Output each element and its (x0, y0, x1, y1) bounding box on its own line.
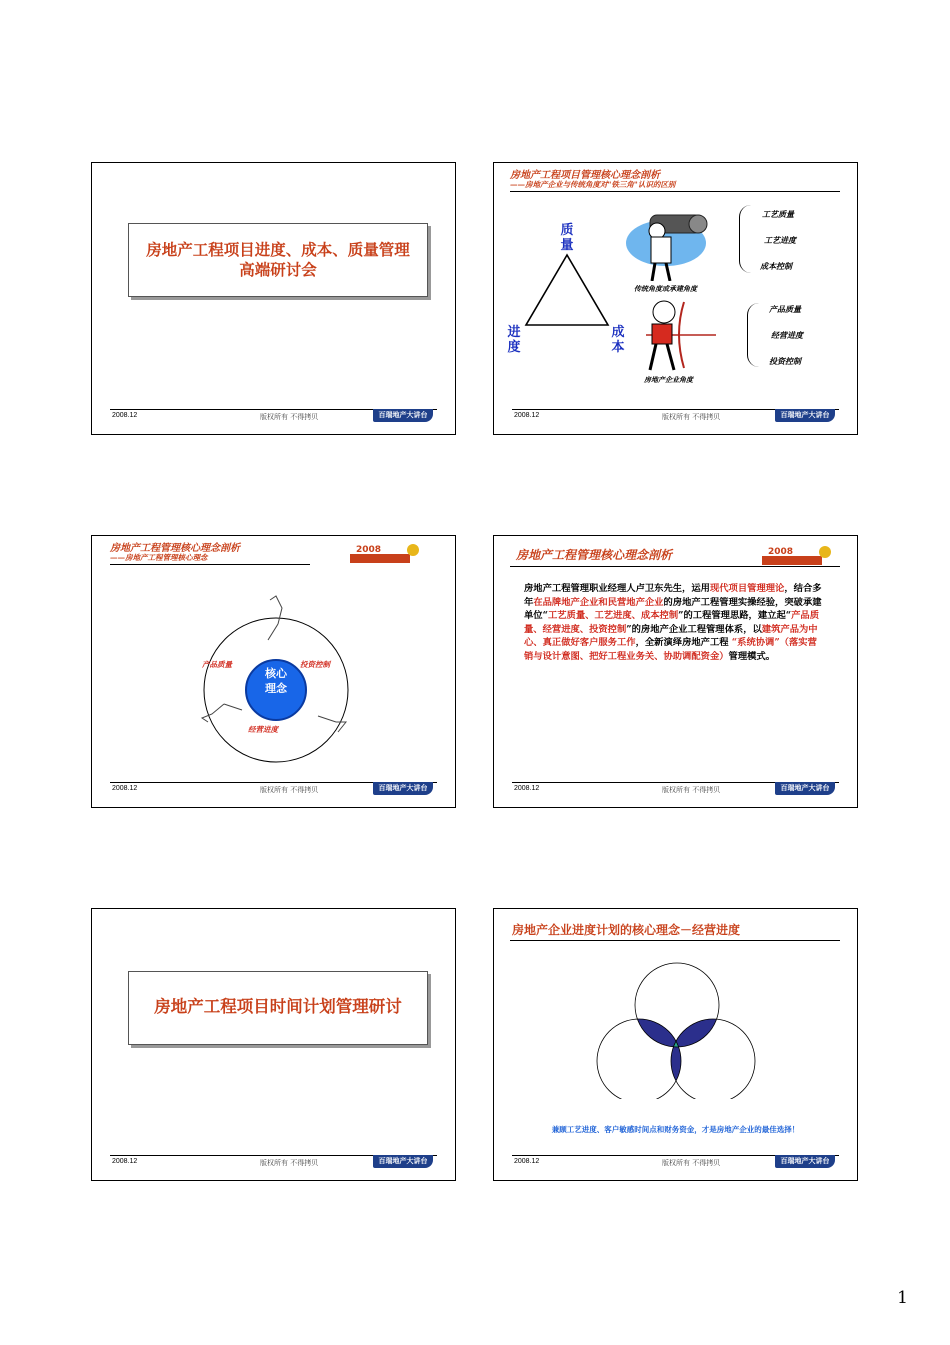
traditional-item-2: 工艺进度 (764, 235, 796, 245)
slide-footer (512, 1155, 839, 1170)
archer-icon (634, 298, 719, 373)
slide-1 (91, 162, 456, 435)
cycle-label-investment: 投资控制 (300, 660, 330, 669)
footer-copyright: 版权所有 不得拷贝 (260, 786, 319, 794)
page-number: 1 (897, 1288, 908, 1308)
developer-caption: 房地产企业角度 (644, 375, 693, 384)
triangle-label-quality: 质 量 (560, 223, 574, 253)
badge-year: 2008 (356, 545, 382, 555)
footer-logo: 百瑞地产大讲台 (373, 409, 433, 422)
traditional-item-3: 成本控制 (760, 261, 792, 271)
slide-6 (493, 908, 858, 1181)
traditional-caption: 传统角度或承建角度 (634, 284, 697, 293)
slide-6-caption: 兼顾工艺进度、客户敏感时间点和财务资金，才是房地产企业的最佳选择！ (551, 1125, 800, 1134)
cycle-label-quality: 产品质量 (202, 660, 232, 669)
slide-5-title-box (128, 971, 428, 1045)
core-concept-label: 核心 理念 (265, 667, 287, 695)
brace-top (739, 205, 754, 273)
slide-5-title: 房地产工程项目时间计划管理研讨 (154, 997, 402, 1016)
slide-footer (512, 782, 839, 797)
triangle-label-schedule: 进 度 (507, 325, 521, 355)
footer-logo: 百瑞地产大讲台 (373, 1155, 433, 1168)
traditional-item-1: 工艺质量 (762, 209, 794, 219)
footer-date: 2008.12 (112, 1158, 138, 1165)
slide-4-header-rule (510, 566, 840, 567)
developer-item-3: 投资控制 (769, 356, 801, 366)
slide-4 (493, 535, 858, 808)
developer-item-2: 经营进度 (771, 330, 803, 340)
developer-item-1: 产品质量 (769, 304, 801, 314)
badge-year: 2008 (768, 547, 794, 557)
slide-3-title: 房地产工程管理核心理念剖析 (110, 543, 240, 554)
slide-1-title-box (128, 223, 428, 297)
footer-date: 2008.12 (112, 412, 138, 419)
brace-bottom (747, 303, 762, 367)
slide-2-title: 房地产工程项目管理核心理念剖析 (510, 170, 660, 181)
cycle-label-schedule: 经营进度 (248, 725, 278, 734)
footer-logo: 百瑞地产大讲台 (775, 1155, 835, 1168)
footer-copyright: 版权所有 不得拷贝 (662, 786, 721, 794)
slide-2-subtitle: ——房地产企业与传统角度对"铁三角"认识的区别 (510, 180, 676, 189)
footer-copyright: 版权所有 不得拷贝 (662, 413, 721, 421)
footer-copyright: 版权所有 不得拷贝 (260, 1159, 319, 1167)
venn-diagram (596, 959, 758, 1099)
slide-2 (493, 162, 858, 435)
footer-logo: 百瑞地产大讲台 (373, 782, 433, 795)
triangle-label-cost: 成 本 (611, 325, 625, 355)
slide-3-header-rule (110, 564, 310, 565)
footer-copyright: 版权所有 不得拷贝 (662, 1159, 721, 1167)
slide-footer (512, 409, 839, 424)
binoculars-man-icon (626, 201, 708, 281)
slide-5 (91, 908, 456, 1181)
footer-logo: 百瑞地产大讲台 (775, 409, 835, 422)
slide-3 (91, 535, 456, 808)
footer-logo: 百瑞地产大讲台 (775, 782, 835, 795)
slide-4-paragraph: 房地产工程管理职业经理人卢卫东先生，运用现代项目管理理论，结合多年在品牌地产企业和民营地产企业的房地产工程管理实操经验，突破承建单位“工艺质量、工艺进度、成本控制”的工程管理思路，建立起“产品质量、经营进度、投资控制”的房地产企业工程管理体系，以建筑产品为中心、真正做好客户服务工作，全新演绎房地产工程 “系统协调”（落实营销与设计意图、把好工程业务关、协助调配资金）管理模式。 (524, 583, 822, 662)
footer-date: 2008.12 (112, 785, 138, 792)
slide-6-title: 房地产企业进度计划的核心理念－经营进度 (512, 923, 741, 937)
slide-1-title-line1: 房地产工程项目进度、成本、质量管理 (146, 241, 410, 259)
footer-date: 2008.12 (514, 785, 540, 792)
footer-date: 2008.12 (514, 412, 540, 419)
slide-1-title-line2: 高端研讨会 (239, 261, 317, 279)
footer-copyright: 版权所有 不得拷贝 (260, 413, 319, 421)
slide-2-header-rule (510, 191, 840, 192)
slide-footer (110, 1155, 437, 1170)
footer-date: 2008.12 (514, 1158, 540, 1165)
slide-4-title: 房地产工程管理核心理念剖析 (516, 548, 673, 562)
slide-footer (110, 409, 437, 424)
year-badge-icon (762, 544, 834, 566)
slide-footer (110, 782, 437, 797)
slide-6-header-rule (510, 940, 840, 941)
triangle-diagram (522, 251, 612, 331)
slide-3-subtitle: ——房地产工程管理核心理念 (110, 553, 208, 562)
year-badge-icon (350, 542, 422, 564)
